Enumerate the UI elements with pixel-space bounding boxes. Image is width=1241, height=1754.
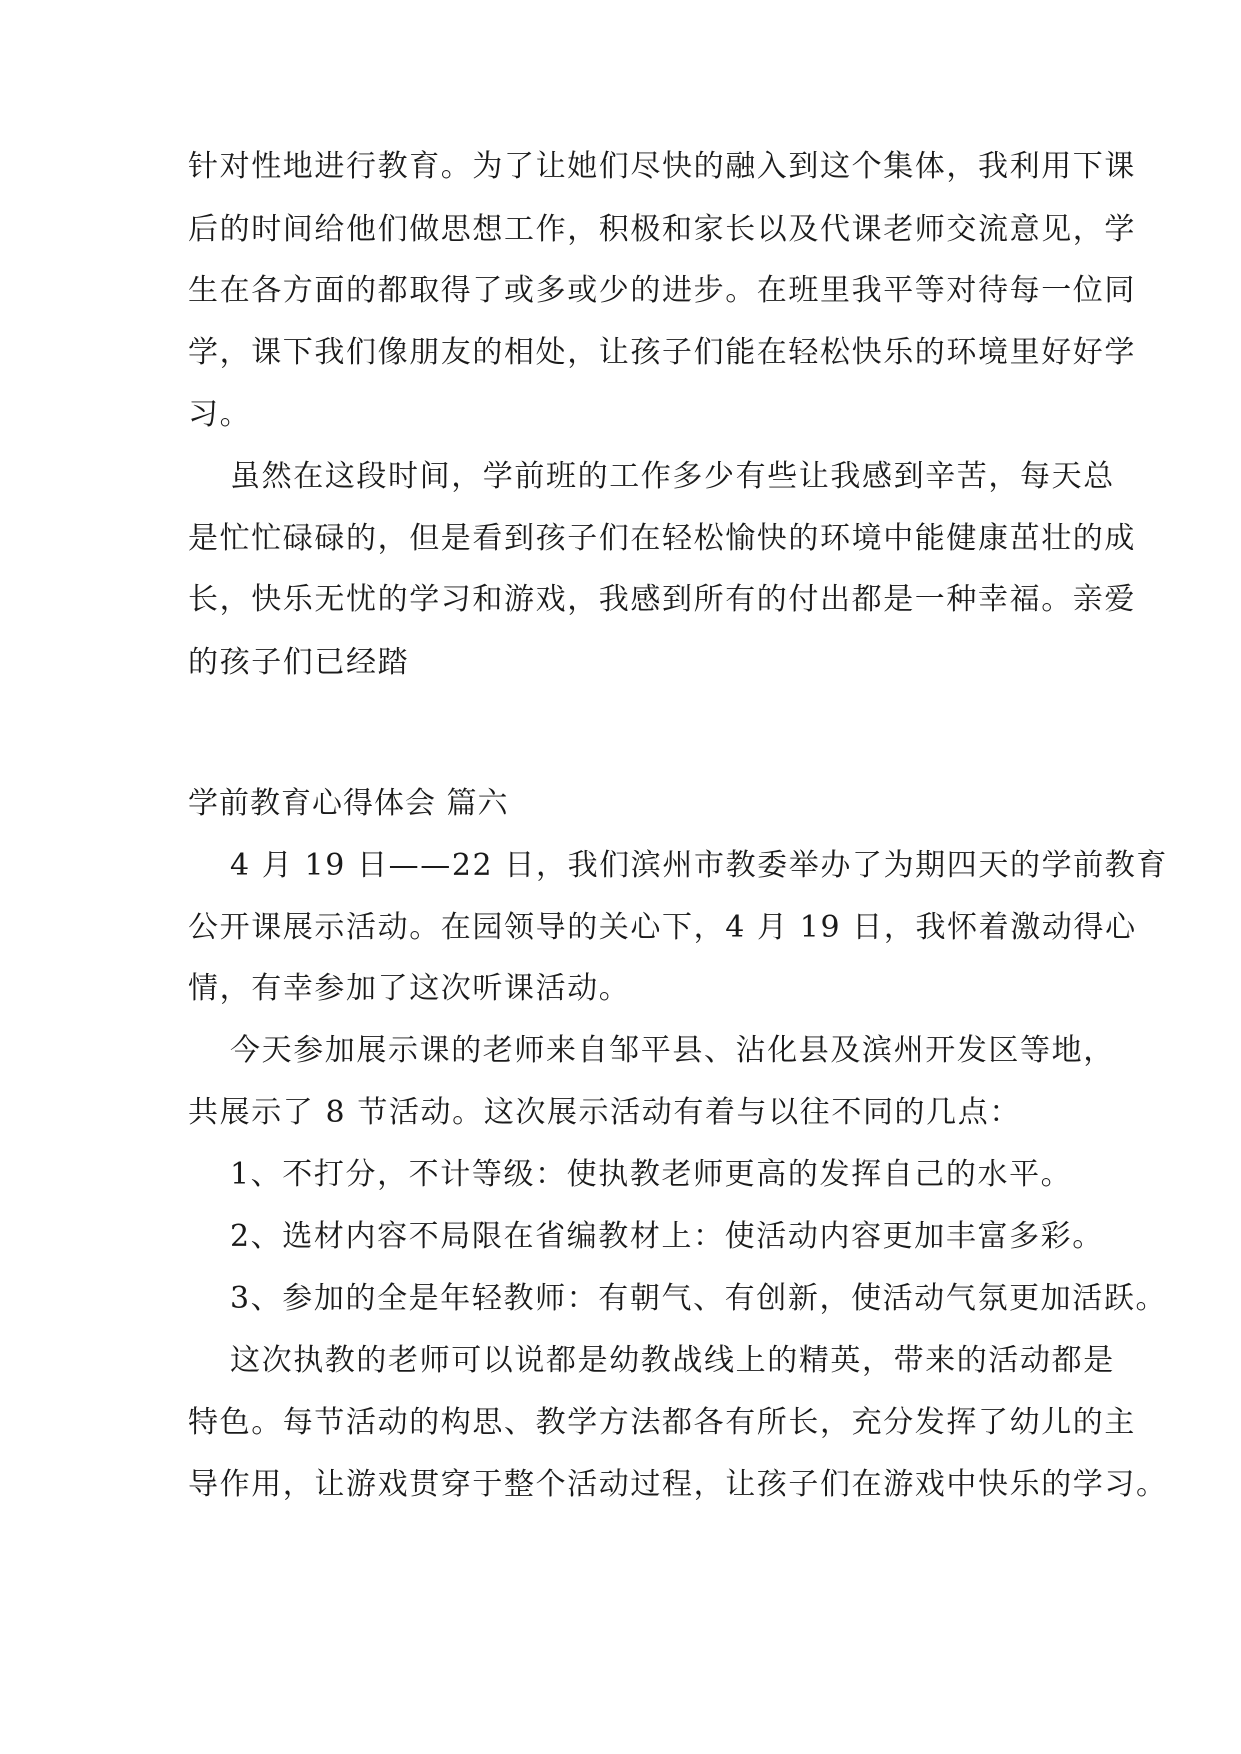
paragraph-line: 是忙忙碌碌的，但是看到孩子们在轻松愉快的环境中能健康茁壮的成 xyxy=(188,521,1136,556)
paragraph-line: 共展示了 8 节活动。这次展示活动有着与以往不同的几点： xyxy=(188,1095,1021,1130)
section-title: 学前教育心得体会 篇六 xyxy=(188,786,509,821)
paragraph-line: 这次执教的老师可以说都是幼教战线上的精英，带来的活动都是 xyxy=(230,1343,1115,1378)
paragraph-line: 后的时间给他们做思想工作，积极和家长以及代课老师交流意见，学 xyxy=(188,212,1136,247)
paragraph-line: 的孩子们已经踏 xyxy=(188,645,410,680)
list-item: 2、选材内容不局限在省编教材上：使活动内容更加丰富多彩。 xyxy=(230,1219,1104,1254)
paragraph-line: 特色。每节活动的构思、教学方法都各有所长，充分发挥了幼儿的主 xyxy=(188,1405,1136,1440)
paragraph-line: 生在各方面的都取得了或多或少的进步。在班里我平等对待每一位同 xyxy=(188,273,1136,308)
paragraph-line: 情，有幸参加了这次听课活动。 xyxy=(188,971,631,1006)
paragraph-line: 长，快乐无忧的学习和游戏，我感到所有的付出都是一种幸福。亲爱 xyxy=(188,582,1136,617)
paragraph-line: 今天参加展示课的老师来自邹平县、沾化县及滨州开发区等地， xyxy=(230,1033,1115,1068)
list-item: 3、参加的全是年轻教师：有朝气、有创新，使活动气氛更加活跃。 xyxy=(230,1281,1168,1316)
paragraph-line: 学，课下我们像朋友的相处，让孩子们能在轻松快乐的环境里好好学 xyxy=(188,335,1136,370)
paragraph-line: 导作用，让游戏贯穿于整个活动过程，让孩子们在游戏中快乐的学习。 xyxy=(188,1467,1168,1502)
paragraph-line: 虽然在这段时间，学前班的工作多少有些让我感到辛苦，每天总 xyxy=(230,459,1115,494)
paragraph-line: 4 月 19 日——22 日，我们滨州市教委举办了为期四天的学前教育 xyxy=(230,848,1168,883)
paragraph-line: 针对性地进行教育。为了让她们尽快的融入到这个集体，我利用下课 xyxy=(188,149,1136,184)
paragraph-line: 习。 xyxy=(188,397,252,432)
list-item: 1、不打分，不计等级：使执教老师更高的发挥自己的水平。 xyxy=(230,1157,1073,1192)
paragraph-line: 公开课展示活动。在园领导的关心下，4 月 19 日，我怀着激动得心 xyxy=(188,910,1137,945)
